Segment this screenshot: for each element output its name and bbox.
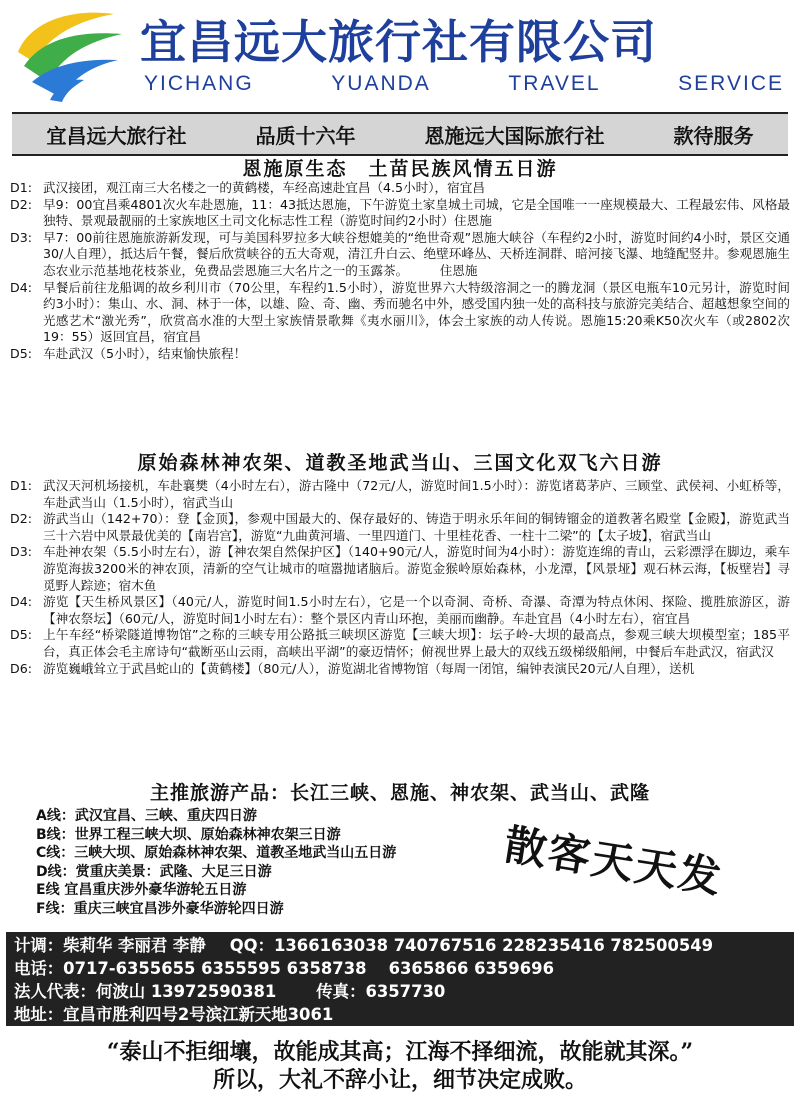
contact-block	[6, 932, 794, 1026]
day-text: 早餐后前往龙船调的故乡利川市（70公里，车程约1.5小时），游览世界六大特级溶洞之一的腾龙洞（景区电瓶车10元另计，游览时间约3小时）：集山、水、洞、林于一体，以雄、险、奇、幽、秀而驰名中外，感受国内独一处的高科技与旅游完美结合、超越想象空间的光感艺术“激光秀”，欣赏高水准的大型土家族情景歌舞《夷水丽川》，体会土家族的动人传说。恩施15:20乘K50次火车（或2802次19：55）返回宜昌，宿宜昌	[43, 279, 790, 345]
day-text: 早9：00宜昌乘4801次火车赴恩施，11：43抵达恩施，下午游览土家皇城土司城，它是全国唯一一座规模最大、工程最宏伟、风格最独特、景观最靓丽的土家族地区土司文化标志性工程（游览时间约2小时）住恩施	[43, 196, 790, 229]
slogan-item: 款待服务	[673, 123, 754, 148]
company-title: 宜昌远大旅行社有限公司	[140, 15, 657, 69]
day-label: D5:	[10, 345, 32, 361]
subtitle-word: YUANDA	[331, 72, 431, 95]
qq-numbers: QQ：1366163038 740767516 228235416 782500549	[229, 936, 714, 955]
itinerary-day	[10, 661, 790, 678]
day-text: 游览【天生桥风景区】（40元/人，游览时间1.5小时左右），它是一个以奇洞、奇桥、奇瀑、奇潭为特点休闲、探险、揽胜旅游区，游【神农祭坛】（60元/人，游览时间1小时左右）：整个景区内青山环抱，美丽而幽静。车赴宜昌（4小时左右），宿宜昌	[43, 594, 790, 626]
day-label: D4:	[10, 279, 32, 295]
tour2-itinerary	[10, 478, 790, 677]
itinerary-day	[10, 544, 790, 594]
legal-row	[14, 980, 786, 1003]
itinerary-day	[10, 180, 790, 197]
product-line: C线：三峡大坝、原始森林神农架、道教圣地武当山五日游	[36, 845, 397, 861]
day-label: D2:	[10, 511, 32, 527]
subtitle-word: SERVICE	[678, 72, 784, 95]
product-lines	[36, 807, 396, 918]
day-label: D4:	[10, 594, 32, 610]
product-line: B线：世界工程三峡大坝、原始森林神农架三日游	[36, 826, 341, 843]
day-text: 游武当山（142+70）：登【金顶】，参观中国最大的、保存最好的、铸造于明永乐年间的铜铸镏金的道教著名殿堂【金殿】，游览武当三十六岩中风景最优美的【南岩宫】，游览“九曲黄河墙、一里四道门、十里桂花香、一柱十二梁”的【太子坡】，宿武当山	[43, 511, 790, 543]
closing-quote	[0, 1038, 800, 1094]
company-subtitle	[144, 72, 784, 96]
day-label: D3:	[10, 229, 32, 245]
product-line: E线 宜昌重庆涉外豪华游轮五日游	[36, 882, 247, 898]
itinerary-day	[10, 594, 790, 627]
day-text: 武汉天河机场接机，车赴襄樊（4小时左右），游古隆中（72元/人，游览时间1.5小时）：游览诸葛茅庐、三顾堂、武侯祠、小虹桥等，车赴武当山（1.5小时），宿武当山	[43, 478, 790, 510]
itinerary-day	[10, 230, 790, 280]
day-label: D5:	[10, 627, 32, 643]
slogan-item: 宜昌远大旅行社	[46, 123, 187, 148]
slogan-item: 品质十六年	[255, 123, 356, 148]
quote-line: 所以，大礼不辞小让，细节决定成败。	[212, 1067, 587, 1093]
legal-rep: 法人代表：何波山 13972590381	[14, 982, 277, 1001]
itinerary-day	[10, 280, 790, 346]
product-line: A线：武汉宜昌、三峡、重庆四日游	[36, 808, 257, 824]
day-label: D6:	[10, 660, 32, 676]
itinerary-day	[10, 346, 790, 363]
itinerary-day	[10, 197, 790, 230]
address-row: 地址：宜昌市胜利四号2号滨江新天地3061	[14, 1005, 334, 1024]
day-text: 游览巍峨耸立于武昌蛇山的【黄鹤楼】（80元/人），游览湖北省博物馆（每周一闭馆，编钟表演民20元/人自理），送机	[43, 660, 695, 676]
quote-line: “泰山不拒细壤，故能成其高；江海不择细流，故能就其深。”	[106, 1039, 694, 1065]
product-line: D线：赏重庆美景：武隆、大足三日游	[36, 863, 272, 880]
tour1-itinerary	[10, 180, 790, 363]
fax-number: 传真：6357730	[316, 982, 446, 1001]
day-text: 武汉接团，观江南三大名楼之一的黄鹤楼，车经高速赴宜昌（4.5小时），宿宜昌	[43, 180, 485, 195]
day-text: 车赴武汉（5小时），结束愉快旅程！	[43, 345, 247, 361]
tour1-title: 恩施原生态 土苗民族风情五日游	[242, 158, 558, 180]
slogan-item: 恩施远大国际旅行社	[424, 123, 605, 148]
itinerary-day	[10, 478, 790, 511]
day-text: 车赴神农架（5.5小时左右），游【神农架自然保护区】（140+90元/人，游览时间为4小时）：游览连绵的青山，云彩漂浮在脚边，乘车游览海拔3200米的神农顶，清新的空气让城市的喧嚣抛诸脑后。游览金猴岭原始森林，小龙潭，【风景垭】观石林云海，【板壁岩】寻觅野人踪迹；宿木鱼	[43, 544, 790, 593]
subtitle-word: TRAVEL	[508, 72, 601, 95]
products-title: 主推旅游产品：长江三峡、恩施、神农架、武当山、武隆	[149, 782, 650, 804]
tour2-title: 原始森林神农架、道教圣地武当山、三国文化双飞六日游	[137, 452, 663, 474]
day-label: D3:	[10, 544, 32, 560]
day-text: 早7：00前往恩施旅游新发现，可与美国科罗拉多大峡谷想媲美的“绝世奇观”恩施大峡谷（车程约2小时，游览时间约4小时，景区交通30/人自理），抵达后午餐，餐后欣赏峡谷的五大奇观，清江升白云、绝壁环峰丛、天桥连洞群、暗河接飞瀑、地缝配竖井。参观恩施生态农业示范基地花枝茶业，免费品尝恩施三大名片之一的玉露茶。 住恩施	[43, 229, 790, 278]
day-label: D1:	[10, 478, 32, 493]
day-label: D2:	[10, 196, 32, 212]
day-label: D1:	[10, 180, 32, 195]
slogan-bar	[12, 112, 788, 156]
daily-departure-slogan: 散客天天发	[501, 819, 727, 903]
product-line: F线：重庆三峡宜昌涉外豪华游轮四日游	[36, 900, 284, 917]
contact-row	[14, 934, 786, 957]
contacts-names: 计调：柴莉华 李丽君 李静	[14, 936, 206, 955]
itinerary-day	[10, 511, 790, 544]
subtitle-word: YICHANG	[144, 72, 254, 95]
phone-row: 电话：0717-6355655 6355595 6358738 6365866 6359696	[14, 959, 554, 978]
itinerary-day	[10, 627, 790, 660]
company-logo	[10, 4, 128, 104]
day-text: 上午车经“桥梁隧道博物馆”之称的三峡专用公路抵三峡坝区游览【三峡大坝】：坛子岭-大坝的最高点，参观三峡大坝模型室；185平台，真正体会毛主席诗句“截断巫山云雨，高峡出平湖”的豪迈情怀；俯视世界上最大的双线五级梯级船闸，中餐后车赴武汉，宿武汉	[43, 627, 790, 659]
